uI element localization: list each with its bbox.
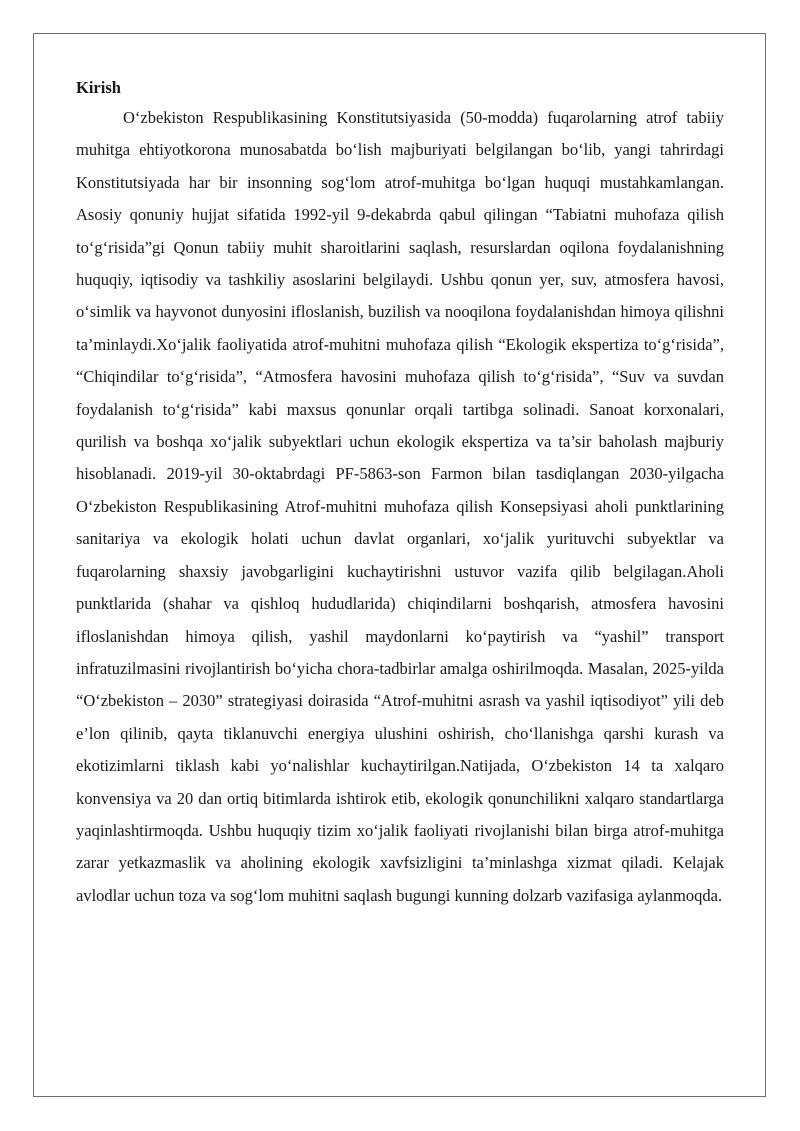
body-paragraph: O‘zbekiston Respublikasining Konstitutsiyasida (50-modda) fuqarolarning atrof tabiiy muhitga ehtiyotkorona munosabatda bo‘lish majburiyati belgilangan bo‘lib, yangi tahrirdagi Konstitutsiyada har bir insonning sog‘lom atrof-muhitga bo‘lgan huquqi mustahkamlangan. Asosiy qonuniy hujjat sifatida 1992-yil 9-dekabrda qabul qilingan “Tabiatni muhofaza qilish to‘g‘risida”gi Qonun tabiiy muhit sharoitlarini saqlash, resurslardan oqilona foydalanishning huquqiy, iqtisodiy va tashkiliy asoslarini belgilaydi. Ushbu qonun yer, suv, atmosfera havosi, o‘simlik va hayvonot dunyosini ifloslanish, buzilish va nooqilona foydalanishdan himoya qilishni ta’minlaydi.Xo‘jalik faoliyatida atrof-muhitni muhofaza qilish “Ekologik ekspertiza to‘g‘risida”, “Chiqindilar to‘g‘risida”, “Atmosfera havosini muhofaza qilish to‘g‘risida”, “Suv va suvdan foydalanish to‘g‘risida” kabi maxsus qonunlar orqali tartibga solinadi. Sanoat korxonalari, qurilish va boshqa xo‘jalik subyektlari uchun ekologik ekspertiza va ta’sir baholash majburiy hisoblanadi. 2019-yil 30-oktabrdagi PF-5863-son Farmon bilan tasdiqlangan 2030-yilgacha O‘zbekiston Respublikasining Atrof-muhitni muhofaza qilish Konsepsiyasi aholi punktlarining sanitariya va ekologik holati uchun davlat organlari, xo‘jalik yurituvchi subyektlar va fuqarolarning shaxsiy javobgarligini kuchaytirishni ustuvor vazifa qilib belgilagan.Aholi punktlarida (shahar va qishloq hududlarida) chiqindilarni boshqarish, atmosfera havosini ifloslanishdan himoya qilish, yashil maydonlarni ko‘paytirish va “yashil” transport infratuzilmasini rivojlantirish bo‘yicha chora-tadbirlar amalga oshirilmoqda. Masalan, 2025-yilda “O‘zbekiston – 2030” strategiyasi doirasida “Atrof-muhitni asrash va yashil iqtisodiyot” yili deb e’lon qilinib, qayta tiklanuvchi energiya ulushini oshirish, cho‘llanishga qarshi kurash va ekotizimlarni tiklash kabi yo‘nalishlar kuchaytirilgan.Natijada, O‘zbekiston 14 ta xalqaro konvensiya va 20 dan ortiq bitimlarda ishtirok etib, ekologik qonunchilikni xalqaro standartlarga yaqinlashtirmoqda. Ushbu huquqiy tizim xo‘jalik faoliyati rivojlanishi bilan birga atrof-muhitga zarar yetkazmaslik va aholining ekologik xavfsizligini ta’minlashga xizmat qiladi. Kelajak avlodlar uchun toza va sog‘lom muhitni saqlash bugungi kunning dolzarb vazifasiga aylanmoqda. — [76, 108, 724, 905]
document-body — [76, 74, 724, 912]
section-heading: Kirish — [76, 78, 121, 97]
